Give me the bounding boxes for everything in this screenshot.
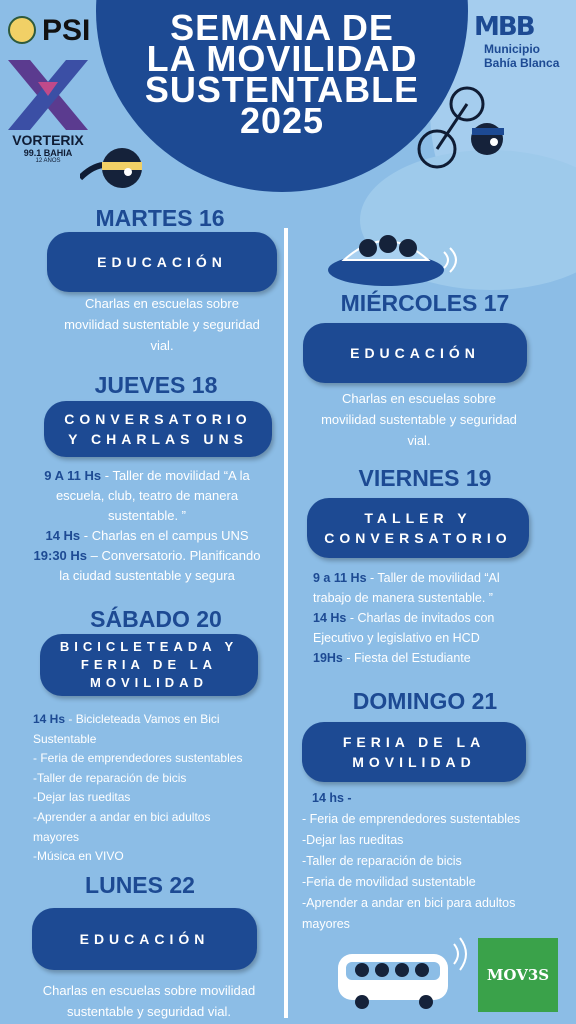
day-heading-miercoles: MIÉRCOLES 17 xyxy=(340,290,510,316)
title-line: SUSTENTABLE xyxy=(144,69,420,110)
day-heading-sabado: SÁBADO 20 xyxy=(90,606,222,632)
event-description-lunes: Charlas en escuelas sobre movilidad sustentable y seguridad vial. xyxy=(42,983,256,1019)
bus-mascots-illustration xyxy=(334,936,474,1012)
municipio-label: Municipio xyxy=(484,42,540,56)
vorterix-frequency: 99.1 BAHIA xyxy=(23,148,73,158)
car-mascots-illustration xyxy=(326,222,466,292)
vorterix-x-icon xyxy=(8,60,88,130)
municipio-city: Bahía Blanca xyxy=(484,56,560,70)
day-heading-lunes: LUNES 22 xyxy=(85,872,195,898)
municipio-mark: MBB xyxy=(474,12,534,42)
page-title xyxy=(100,7,464,141)
title-year: 2025 xyxy=(239,100,325,141)
psi-logo-text: PSI xyxy=(42,14,91,47)
event-schedule-jueves: 9 A 11 Hs - Taller de movilidad “A la escuela, club, teatro de manera sustentable. ” 14 Hs - Charlas en el campus UNS 19:30 Hs – Conversatorio. Planificando la ciudad sustentable y segura xyxy=(33,468,261,583)
vorterix-years: 12 AÑOS xyxy=(35,158,61,164)
globe-icon xyxy=(8,16,36,44)
event-pill-viernes: TALLER Y CONVERSATORIO xyxy=(307,498,529,558)
title-line: LA MOVILIDAD xyxy=(146,38,418,79)
day-heading-jueves: JUEVES 18 xyxy=(94,372,218,398)
event-schedule-domingo: 14 hs - - Feria de emprendedores sustentables -Dejar las rueditas -Taller de reparación de bicis -Feria de movilidad sustentable -Aprender a andar en bici para adultos mayores xyxy=(302,791,521,931)
event-pill-domingo: FERIA DE LA MOVILIDAD xyxy=(302,722,526,782)
psi-logo xyxy=(8,14,94,48)
movs-logo-text: MOV3S xyxy=(486,966,550,984)
bicycle-mascot-illustration xyxy=(412,84,522,174)
day-heading-domingo: DOMINGO 21 xyxy=(352,688,498,714)
day-heading-martes: MARTES 16 xyxy=(95,205,225,231)
vorterix-logo xyxy=(6,60,90,170)
event-pill-jueves: CONVERSATORIO Y CHARLAS UNS xyxy=(44,401,272,457)
event-description-martes: Charlas en escuelas sobre movilidad sustentable y seguridad vial. xyxy=(64,296,260,353)
event-pill-miercoles: EDUCACIÓN xyxy=(303,323,527,383)
title-line: SEMANA DE xyxy=(170,7,394,48)
movs-logo xyxy=(478,938,558,1012)
event-pill-martes: EDUCACIÓN xyxy=(47,232,277,292)
event-schedule-sabado: 14 Hs - Bicicleteada Vamos en Bici Sustentable - Feria de emprendedores sustentables -Taller de reparación de bicis -Dejar las rueditas -Aprender a andar en bici adultos mayores -Música en VIVO xyxy=(33,712,243,864)
day-heading-viernes: VIERNES 19 xyxy=(358,465,492,491)
event-schedule-viernes: 9 a 11 Hs - Taller de movilidad “Al trabajo de manera sustentable. ” 14 Hs - Charlas de invitados con Ejecutivo y legislativo en HCD 19Hs - Fiesta del Estudiante xyxy=(313,571,500,665)
event-pill-lunes: EDUCACIÓN xyxy=(32,908,257,970)
municipio-logo xyxy=(470,12,570,76)
mascot-running-illustration xyxy=(80,138,150,198)
event-pill-sabado: BICICLETEADA Y FERIA DE LA MOVILIDAD xyxy=(40,634,258,696)
vorterix-name: VORTERIX xyxy=(12,132,84,148)
event-description-miercoles: Charlas en escuelas sobre movilidad sustentable y seguridad vial. xyxy=(321,391,517,448)
